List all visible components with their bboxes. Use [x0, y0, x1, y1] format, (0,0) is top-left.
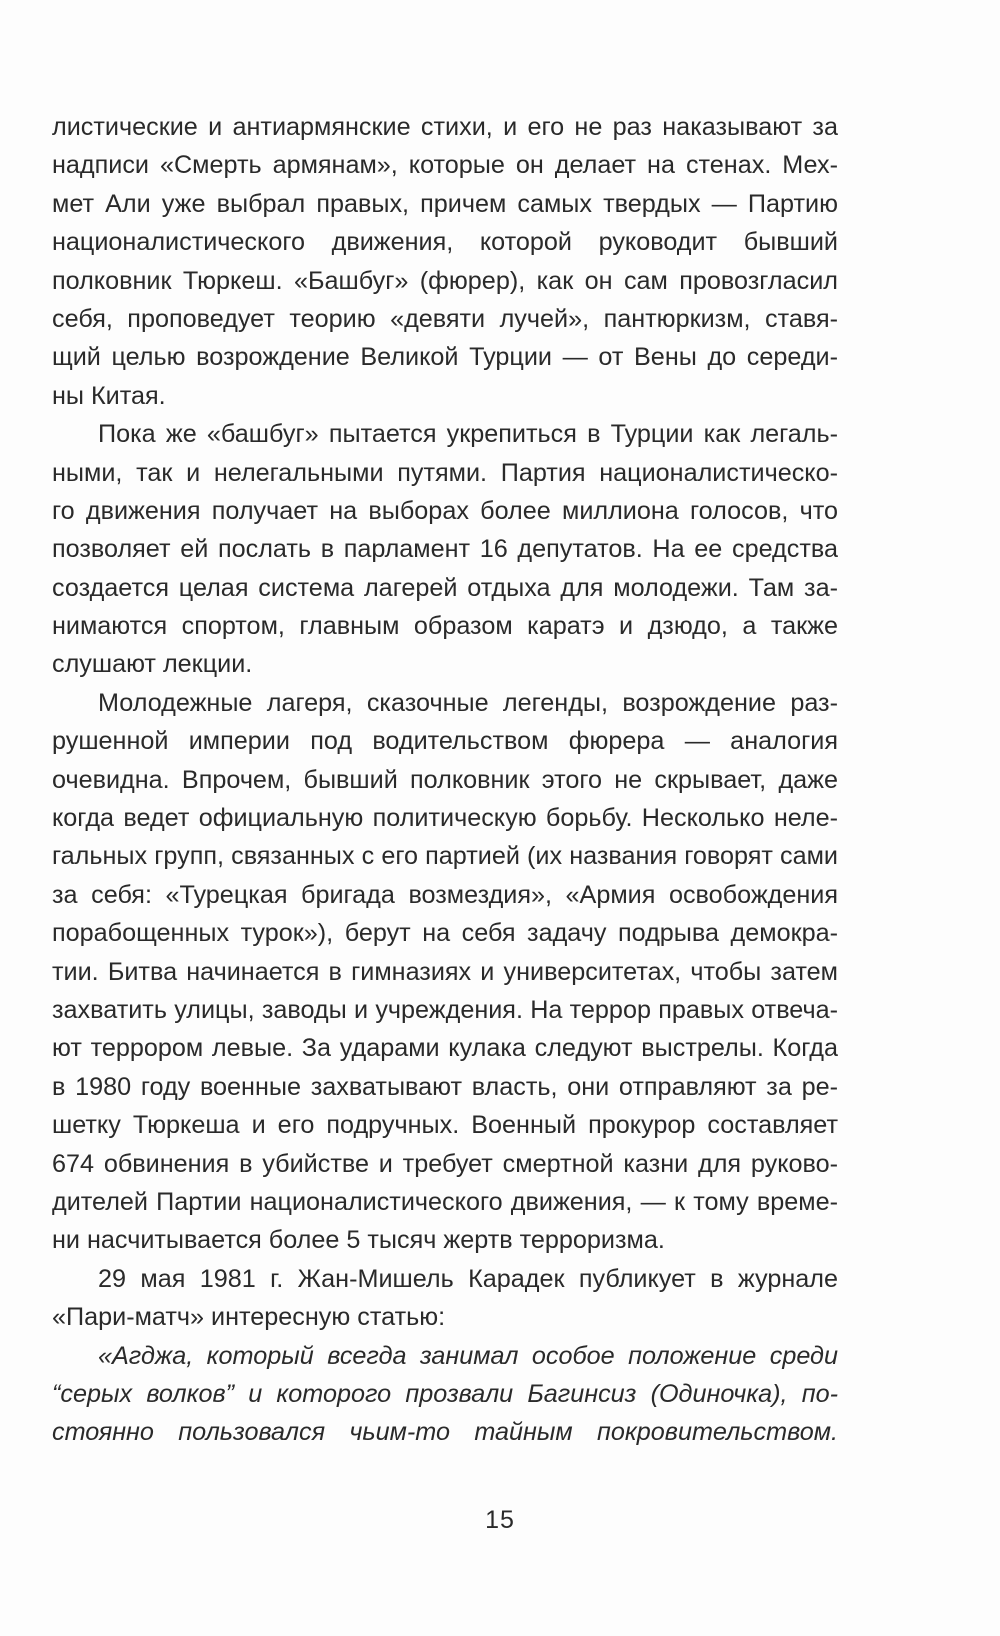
text-line: рушенной империи под водительством фюрера — аналогия [52, 727, 838, 756]
text-line: листические и антиармянские стихи, и его не раз наказывают за [52, 113, 838, 141]
text-line: в 1980 году военные захватывают власть, они отправляют за ре- [52, 1072, 838, 1101]
text-line: ными, так и нелегальными путями. Партия националистическо- [52, 458, 838, 487]
text-line: нимаются спортом, главным образом каратэ и дзюдо, а также [52, 612, 838, 641]
text-line: надписи «Смерть армянам», которые он делает на стенах. Мех- [52, 151, 838, 180]
text-line: шетку Тюркеша и его подручных. Военный прокурор составляет [52, 1111, 838, 1140]
text-line: националистического движения, которой руководит бывший [52, 228, 838, 257]
text-line: щий целью возрождение Великой Турции — от Вены до середи- [52, 343, 838, 372]
text-line: “серых волков” и которого прозвали Багинсиз (Одиночка), по- [52, 1379, 838, 1408]
text-line: позволяет ей послать в парламент 16 депутатов. На ее средства [52, 535, 838, 564]
text-line: мет Али уже выбрал правых, причем самых твердых — Партию [52, 189, 838, 218]
text-line: Пока же «башбуг» пытается укрепиться в Турции как легаль- [98, 420, 838, 449]
text-line: 29 мая 1981 г. Жан-Мишель Карадек публикует в журнале [98, 1264, 838, 1293]
text-line: го движения получает на выборах более миллиона голосов, что [52, 496, 838, 525]
text-line: ют террором левые. За ударами кулака следуют выстрелы. Когда [52, 1034, 838, 1063]
text-line: себя, проповедует теорию «девяти лучей», пантюркизм, ставя- [52, 304, 838, 333]
text-line: порабощенных турок»), берут на себя задачу подрыва демокра- [52, 919, 838, 948]
text-line: когда ведет официальную политическую борьбу. Несколько неле- [52, 804, 838, 833]
text-line: за себя: «Турецкая бригада возмездия», «Армия освобождения [52, 880, 838, 909]
text-line: Молодежные лагеря, сказочные легенды, возрождение раз- [98, 688, 838, 717]
text-line: гальных групп, связанных с его партией (их названия говорят сами [52, 842, 838, 871]
text-line: «Пари-матч» интересную статью: [52, 1303, 446, 1332]
text-line: ни насчитывается более 5 тысяч жертв терроризма. [52, 1226, 665, 1255]
body-text [52, 108, 838, 1452]
text-line: 674 обвинения в убийстве и требует смертной казни для руково- [52, 1149, 838, 1178]
text-line: полковник Тюркеш. «Башбуг» (фюрер), как он сам провозгласил [52, 266, 838, 295]
text-line: тии. Битва начинается в гимназиях и университетах, чтобы затем [52, 957, 838, 986]
text-line: слушают лекции. [52, 650, 253, 679]
text-line: ны Китая. [52, 381, 166, 410]
text-line: «Агджа, который всегда занимал особое положение среди [98, 1341, 838, 1370]
page-number: 15 [485, 1506, 515, 1534]
text-line: очевидна. Впрочем, бывший полковник этого не скрывает, даже [52, 765, 838, 794]
text-line: дителей Партии националистического движения, — к тому време- [52, 1187, 838, 1216]
text-line: стоянно пользовался чьим-то тайным покровительством. [52, 1418, 838, 1447]
text-line: создается целая система лагерей отдыха для молодежи. Там за- [52, 573, 838, 602]
text-line: захватить улицы, заводы и учреждения. На террор правых отвеча- [52, 995, 838, 1024]
